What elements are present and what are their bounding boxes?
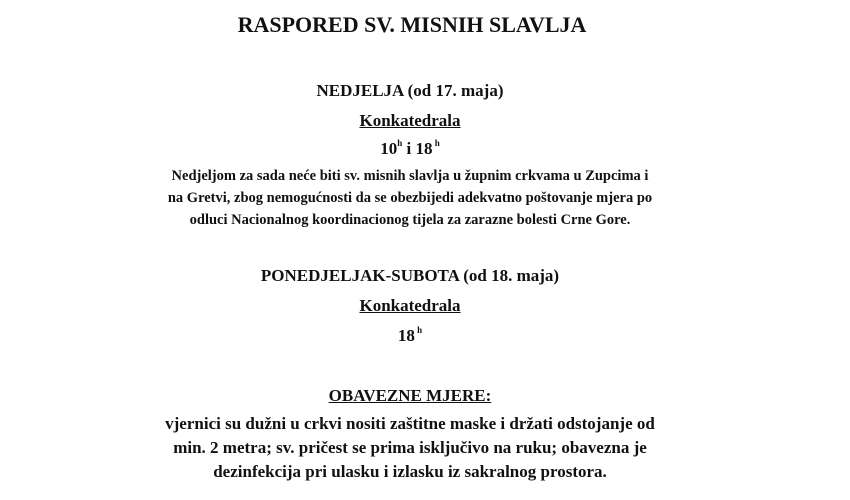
weekdays-place: Konkatedrala [359, 296, 461, 315]
sunday-note-line-3: odluci Nacionalnog koordinacionog tijela za zarazne bolesti Crne Gore. [189, 212, 631, 228]
weekdays-heading: PONEDJELJAK-SUBOTA (od 18. maja) [260, 266, 560, 285]
measures-line-1: vjernici su dužni u crkvi nositi zaštitne maske i držati odstojanje od [165, 414, 655, 433]
sunday-note-line-1: Nedjeljom za sada neće biti sv. misnih slavlja u župnim crkvama u Zupcima i [171, 168, 649, 184]
measures-heading: OBAVEZNE MJERE: [328, 386, 492, 405]
sunday-note-line-2: na Gretvi, zbog nemogućnosti da se obezbijedi adekvatno poštovanje mjera po [167, 190, 653, 206]
sunday-time-2: i 18 [402, 139, 433, 158]
sunday-place: Konkatedrala [359, 111, 461, 130]
weekdays-time-value: 18 [397, 326, 415, 345]
sunday-time-1: 10 [380, 139, 398, 158]
page-title: RASPORED SV. MISNIH SLAVLJA [237, 12, 587, 37]
sunday-time-1-unit: h [397, 138, 403, 148]
measures-line-3: dezinfekcija pri ulasku i izlasku iz sakralnog prostora. [213, 462, 607, 481]
sunday-times [0, 139, 835, 159]
weekdays-time [0, 326, 835, 346]
measures-line-2: min. 2 metra; sv. pričest se prima isključivo na ruku; obavezna je [173, 438, 647, 457]
weekdays-time-unit: h [414, 325, 423, 335]
sunday-time-2-unit: h [432, 138, 440, 148]
sunday-heading: NEDJELJA (od 17. maja) [316, 81, 504, 100]
